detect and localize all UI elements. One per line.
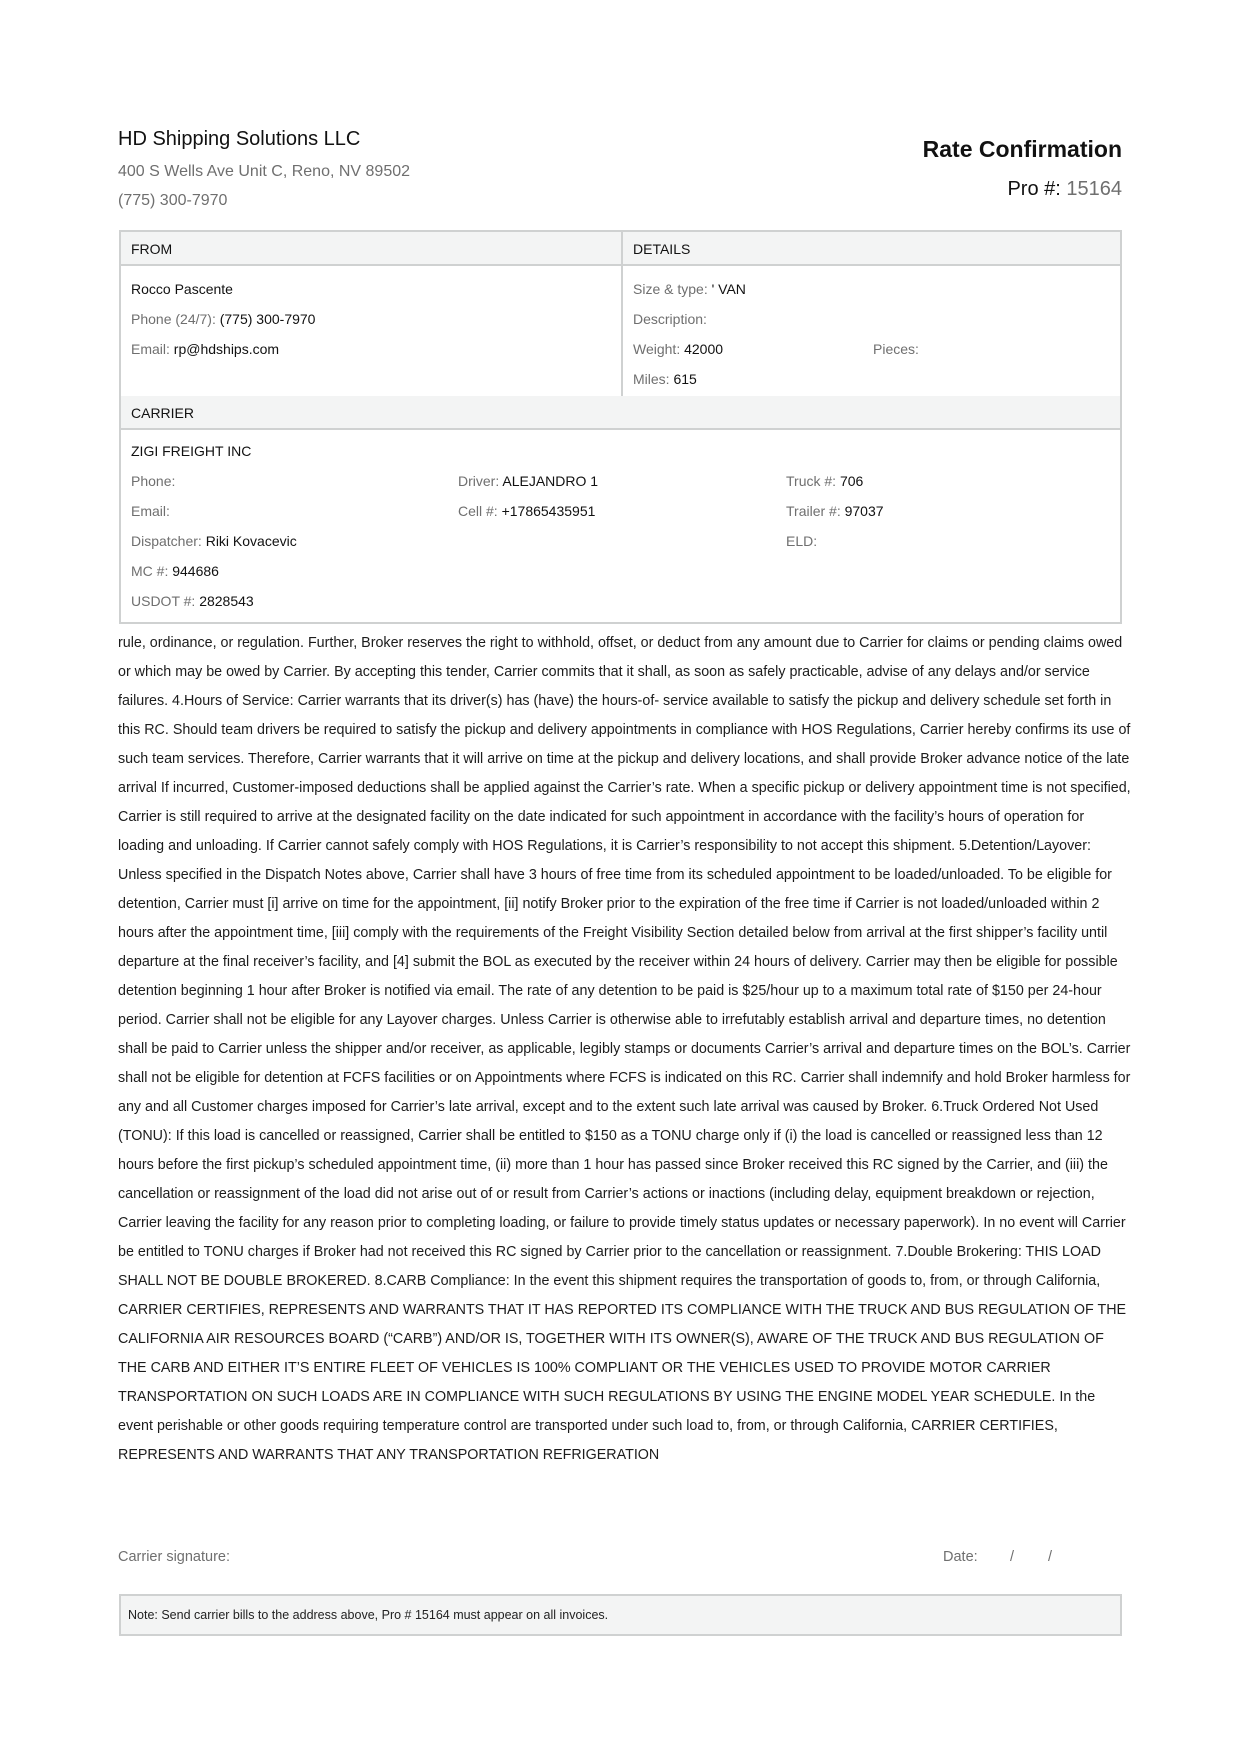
usdot-label: USDOT #: (131, 593, 196, 609)
terms-paragraph: rule, ordinance, or regulation. Further, Broker reserves the right to withhold, offset, or deduct from any amount due to Carrier for claims or pending claims owed or which may be owed by Carrier. By accepting this tender, Carrier commits that it shall, as soon as safely practicable, advise of any delays and/or service failures. 4.Hours of Service: Carrier warrants that its driver(s) has (have) the hours-of- service available to satisfy the pickup and delivery schedule set forth in this RC. Should team drivers be required to satisfy the pickup and delivery appointments in compliance with HOS Regulations, Carrier hereby confirms its use of such team services. Therefore, Carrier warrants that it will arrive on time at the pickup and delivery locations, and shall provide Broker advance notice of the late arrival If incurred, Customer-imposed deductions shall be applied against the Carrier’s rate. When a specific pickup or delivery appointment time is not specified, Carrier is still required to arrive at the designated facility on the date indicated for such appointment in accordance with the facility’s hours of operation for loading and unloading. If Carrier cannot safely comply with HOS Regulations, it is Carrier’s responsibility to not accept this shipment. 5.Detention/Layover: Unless specified in the Dispatch Notes above, Carrier shall have 3 hours of free time from its scheduled appointment to be loaded/unloaded. To be eligible for detention, Carrier must [i] arrive on time for the appointment, [ii] notify Broker prior to the expiration of the free time if Carrier is not loaded/unloaded within 2 hours after the appointment time, [iii] comply with the requirements of the Freight Visibility Section detailed below from arrival at the first shipper’s facility until departure at the final receiver’s facility, and [4] submit the BOL as executed by the receiver within 24 hours of delivery. Carrier may then be eligible for possible detention beginning 1 hour after Broker is notified via email. The rate of any detention to be paid is $25/hour up to a maximum total rate of $150 per 24-hour period. Carrier shall not be eligible for any Layover charges. Unless Carrier is otherwise able to irrefutably establish arrival and departure times, no detention shall be paid to Carrier unless the shipper and/or receiver, as applicable, legibly stamps or documents Carrier’s arrival and departure times on the BOL’s. Carrier shall not be eligible for detention at FCFS facilities or on Appointments where FCFS is indicated on this RC. Carrier shall indemnify and hold Broker harmless for any and all Customer charges imposed for Carrier’s late arrival, except and to the extent such late arrival was caused by Broker. 6.Truck Ordered Not Used (TONU): If this load is cancelled or reassigned, Carrier shall be entitled to $150 as a TONU charge only if (i) the load is cancelled or reassigned less than 12 hours before the first pickup’s scheduled appointment time, (ii) more than 1 hour has passed since Broker received this RC signed by the Carrier, and (iii) the cancellation or reassignment of the load did not arise out of or result from Carrier’s actions or inactions (including delay, equipment breakdown or rejection, Carrier leaving the facility for any reason prior to completing loading, or failure to provide timely status updates or necessary paperwork). In no event will Carrier be entitled to TONU charges if Broker had not received this RC signed by Carrier prior to the cancellation or reassignment. 7.Double Brokering: THIS LOAD SHALL NOT BE DOUBLE BROKERED. 8.CARB Compliance: In the event this shipment requires the transportation of goods to, from, or through California, CARRIER CERTIFIES, REPRESENTS AND WARRANTS THAT IT HAS REPORTED ITS COMPLIANCE WITH THE TRUCK AND BUS REGULATION OF THE CALIFORNIA AIR RESOURCES BOARD (“CARB”) AND/OR IS, TOGETHER WITH ITS OWNER(S), AWARE OF THE TRUCK AND BUS REGULATION OF THE CARB AND EITHER IT’S ENTIRE FLEET OF VEHICLES IS 100% COMPLIANT OR THE VEHICLES USED TO PROVIDE MOTOR CARRIER TRANSPORTATION ON SUCH LOADS ARE IN COMPLIANCE WITH SUCH REGULATIONS BY USING THE ENGINE MODEL YEAR SCHEDULE. In the event perishable or other goods requiring temperature control are transported under such load to, from, or through California, CARRIER CERTIFIES, REPRESENTS AND WARRANTS THAT ANY TRANSPORTATION REFRIGERATION (118, 635, 1131, 1463)
trailer-label: Trailer #: (786, 503, 841, 519)
pro-number: 15164 (1066, 178, 1122, 200)
date-separator-1: / (1010, 1549, 1015, 1565)
weight-value: 42000 (684, 341, 724, 357)
size-type-label: Size & type: (633, 281, 708, 297)
eld-label: ELD: (786, 533, 818, 549)
date-separator-2: / (1048, 1549, 1053, 1565)
from-name: Rocco Pascente (131, 281, 233, 297)
from-phone: (775) 300-7970 (219, 311, 316, 327)
cell-label: Cell #: (458, 503, 498, 519)
weight-label: Weight: (633, 341, 681, 357)
pro-number-line (1007, 178, 1122, 201)
from-phone-label: Phone (24/7): (131, 311, 216, 327)
dispatcher-value: Riki Kovacevic (205, 533, 297, 549)
mc-label: MC #: (131, 563, 169, 579)
from-section (121, 232, 623, 396)
carrier-name: ZIGI FREIGHT INC (131, 443, 252, 459)
from-email-label: Email: (131, 341, 170, 357)
miles-label: Miles: (633, 371, 670, 387)
size-type-value: ' VAN (711, 281, 746, 297)
cell-value: +17865435951 (501, 503, 596, 519)
description-label: Description: (633, 311, 707, 327)
dispatcher-label: Dispatcher: (131, 533, 202, 549)
from-details-table (119, 230, 1122, 398)
details-header: DETAILS (623, 232, 1120, 266)
mc-value: 944686 (172, 563, 219, 579)
pro-label: Pro #: (1007, 178, 1061, 200)
miles-value: 615 (673, 371, 697, 387)
document-title: Rate Confirmation (922, 136, 1122, 162)
from-email: rp@hdships.com (173, 341, 280, 357)
details-section (623, 232, 1120, 396)
from-header: FROM (121, 232, 621, 266)
company-name: HD Shipping Solutions LLC (118, 128, 361, 150)
truck-label: Truck #: (786, 473, 837, 489)
carrier-header: CARRIER (121, 396, 1120, 430)
driver-label: Driver: (458, 473, 500, 489)
usdot-value: 2828543 (199, 593, 254, 609)
truck-value: 706 (839, 473, 864, 489)
invoice-note: Note: Send carrier bills to the address above, Pro # 15164 must appear on all invoices. (119, 1594, 1122, 1636)
pieces-label: Pieces: (873, 341, 919, 357)
carrier-signature-label: Carrier signature: (118, 1549, 231, 1565)
date-label: Date: (943, 1549, 978, 1565)
carrier-phone-label: Phone: (131, 473, 176, 489)
carrier-email-label: Email: (131, 503, 170, 519)
carrier-table (119, 396, 1122, 624)
trailer-value: 97037 (844, 503, 884, 519)
driver-value: ALEJANDRO 1 (502, 473, 599, 489)
company-phone: (775) 300-7970 (118, 192, 228, 209)
company-address: 400 S Wells Ave Unit C, Reno, NV 89502 (118, 163, 411, 180)
